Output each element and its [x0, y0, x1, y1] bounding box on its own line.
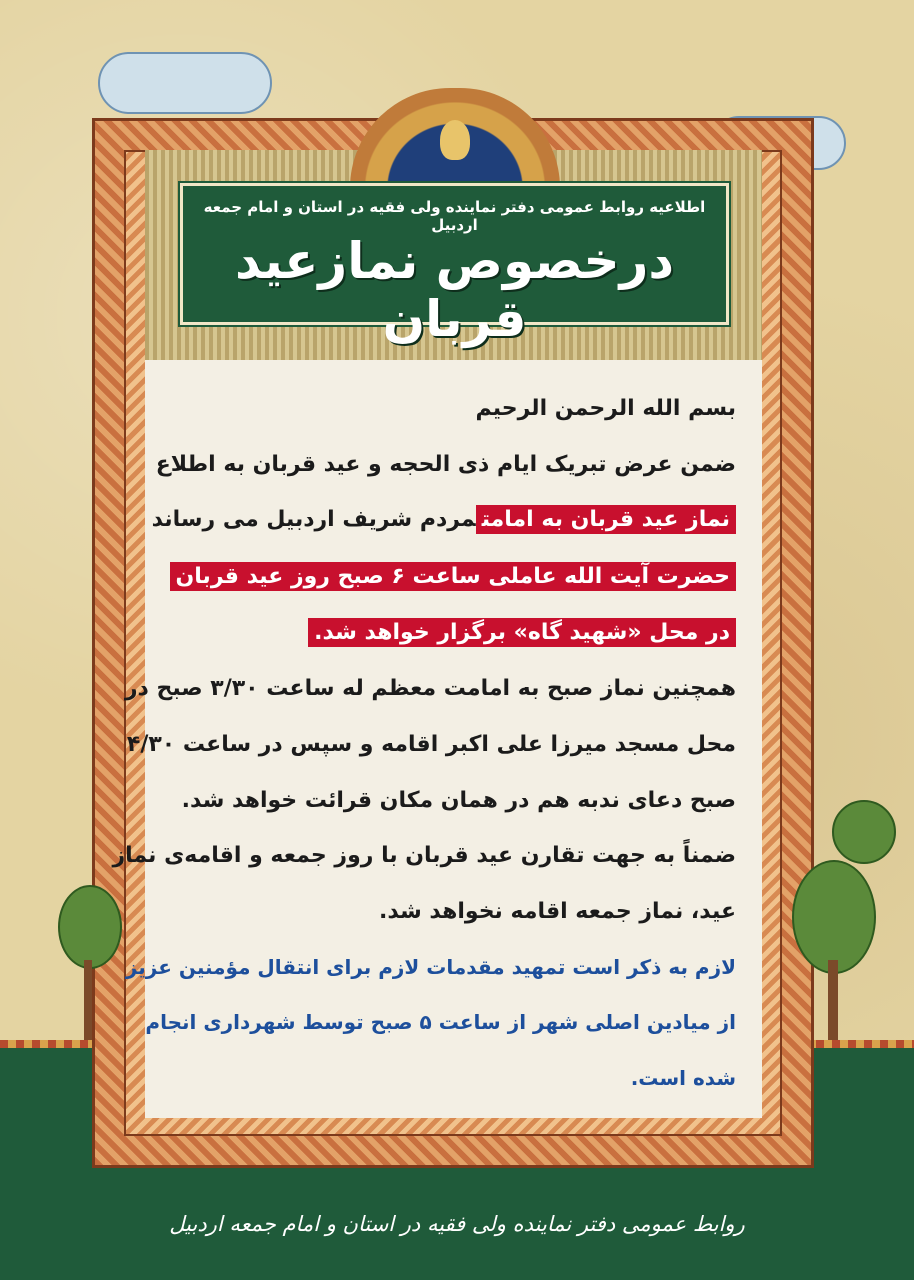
- body-line: [176, 620, 736, 645]
- body-line: ضمن عرض تبریک ایام ذی الحجه و عید قربان به اطلاع: [155, 452, 736, 477]
- tree-trunk-right: [828, 960, 838, 1040]
- medallion-flower-icon: [440, 120, 470, 160]
- body-line: صبح دعای ندبه هم در همان مکان قرائت خواهد شد.: [181, 788, 736, 813]
- bismillah-line: بسم الله الرحمن الرحیم: [475, 396, 736, 421]
- title-box: [180, 183, 729, 348]
- announcement-subtitle: اطلاعیه روابط عمومی دفتر نماینده ولی فقیه در استان و امام جمعه اردبیل: [203, 198, 706, 234]
- highlighted-text: نماز عید قربان به امامت: [476, 505, 736, 534]
- body-text: مردم شریف اردبیل می رساند: [151, 507, 476, 532]
- tree-icon-left: [58, 885, 122, 969]
- body-line: [151, 507, 736, 532]
- body-line-blue: لازم به ذکر است تمهید مقدمات لازم برای انتقال مؤمنین عزیز: [125, 955, 736, 979]
- tree-trunk-left: [84, 960, 92, 1040]
- highlighted-text: در محل «شهید گاه» برگزار خواهد شد.: [308, 618, 736, 647]
- page-title: درخصوص نمازعید قربان: [234, 232, 675, 348]
- footer-signature: روابط عمومی دفتر نماینده ولی فقیه در استان و امام جمعه اردبیل: [169, 1212, 745, 1236]
- cloud-ornament-left: [98, 52, 272, 114]
- highlighted-text: حضرت آیت الله عاملی ساعت ۶ صبح روز عید قربان: [170, 562, 736, 591]
- body-line: ضمناً به جهت تقارن عید قربان با روز جمعه و اقامه‌ی نماز: [112, 843, 736, 868]
- body-line: محل مسجد میرزا علی اکبر اقامه و سپس در ساعت ۴/۳۰: [126, 732, 736, 757]
- tree-icon-right: [792, 860, 876, 974]
- body-line: همچنین نماز صبح به امامت معظم له ساعت ۳/۳۰ صبح در: [124, 676, 736, 701]
- body-line: عید، نماز جمعه اقامه نخواهد شد.: [379, 899, 736, 924]
- body-line-blue: شده است.: [630, 1066, 736, 1090]
- tree-icon-right-top: [832, 800, 896, 864]
- body-line-blue: از میادین اصلی شهر از ساعت ۵ صبح توسط شهرداری انجام: [145, 1010, 736, 1034]
- body-line: [176, 564, 736, 589]
